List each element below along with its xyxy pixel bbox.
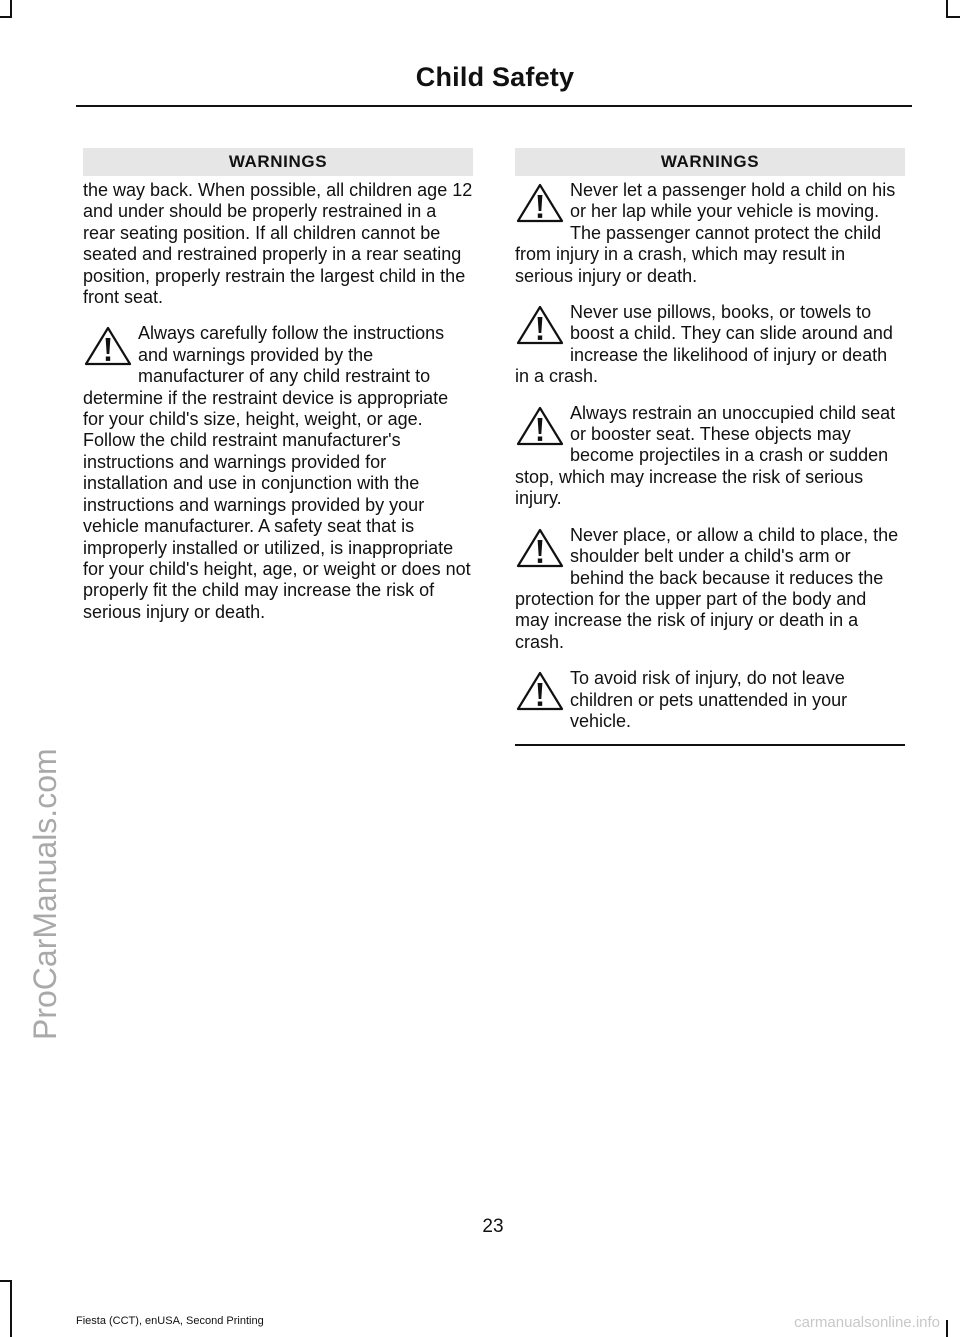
warning-text: To avoid risk of injury, do not leave children or pets unattended in your vehicle. [570, 668, 848, 731]
page-title: Child Safety [415, 62, 575, 92]
warning-triangle-icon [83, 325, 135, 370]
warning-triangle-icon [515, 182, 567, 227]
warning-item [515, 668, 905, 732]
page-number: 23 [482, 1216, 504, 1237]
spacer [515, 653, 905, 668]
warning-triangle-icon [515, 670, 567, 715]
warning-item [83, 323, 473, 623]
left-column [83, 148, 473, 623]
spacer [515, 510, 905, 525]
continued-paragraph: the way back. When possible, all children age 12 and under should be properly restrained in a rear seating position. If all children cannot be seated and restrained properly in a rear seating position, properly restrain the largest child in the front seat. [83, 180, 473, 308]
warning-triangle-icon [515, 527, 567, 572]
crop-mark [946, 1320, 948, 1337]
crop-mark [946, 0, 948, 16]
crop-mark [10, 1280, 12, 1337]
crop-mark [10, 0, 12, 16]
warnings-end-rule [515, 744, 905, 746]
site-watermark: carmanualsonline.info [794, 1314, 940, 1331]
warning-triangle-icon [515, 304, 567, 349]
warning-triangle-icon [515, 405, 567, 450]
warning-item [515, 180, 905, 287]
warnings-header: WARNINGS [83, 148, 473, 176]
crop-mark [0, 16, 12, 18]
warning-text: Never let a passenger hold a child on his or her lap while your vehicle is moving. The passenger cannot protect the child from injury in a crash, which may result in serious injury or death. [515, 180, 896, 286]
sidebar-watermark: ProCarManuals.com [27, 748, 63, 1040]
warning-item [515, 403, 905, 510]
warning-item [515, 525, 905, 653]
right-column [515, 148, 905, 746]
crop-mark [946, 16, 960, 18]
spacer [515, 287, 905, 302]
spacer [515, 388, 905, 403]
warning-text: Never use pillows, books, or towels to boost a child. They can slide around and increase the likelihood of injury or death in a crash. [515, 302, 893, 387]
warning-text: Always carefully follow the instructions and warnings provided by the manufacturer of any child restraint to determine if the restraint device is appropriate for your child's size, height, weight, or age. Follow the child restraint manufacturer's instructions and warnings provided for installation and use in conjunction with the instructions and warnings provided by your vehicle manufacturer. A safety seat that is improperly installed or utilized, is inappropriate for your child's height, age, or weight or does not properly fit the child may increase the risk of serious injury or death. [83, 323, 471, 622]
warning-text: Never place, or allow a child to place, the shoulder belt under a child's arm or behind the back because it reduces the protection for the upper part of the body and may increase the risk of injury or death in a crash. [515, 524, 899, 652]
crop-mark [0, 1280, 12, 1282]
spacer [83, 308, 473, 323]
warnings-header: WARNINGS [515, 148, 905, 176]
edition-footer: Fiesta (CCT), enUSA, Second Printing [76, 1315, 264, 1327]
header-divider [76, 105, 912, 107]
warning-text: Always restrain an unoccupied child seat or booster seat. These objects may become projectiles in a crash or sudden stop, which may increase the risk of serious injury. [515, 402, 896, 509]
warning-item [515, 302, 905, 388]
